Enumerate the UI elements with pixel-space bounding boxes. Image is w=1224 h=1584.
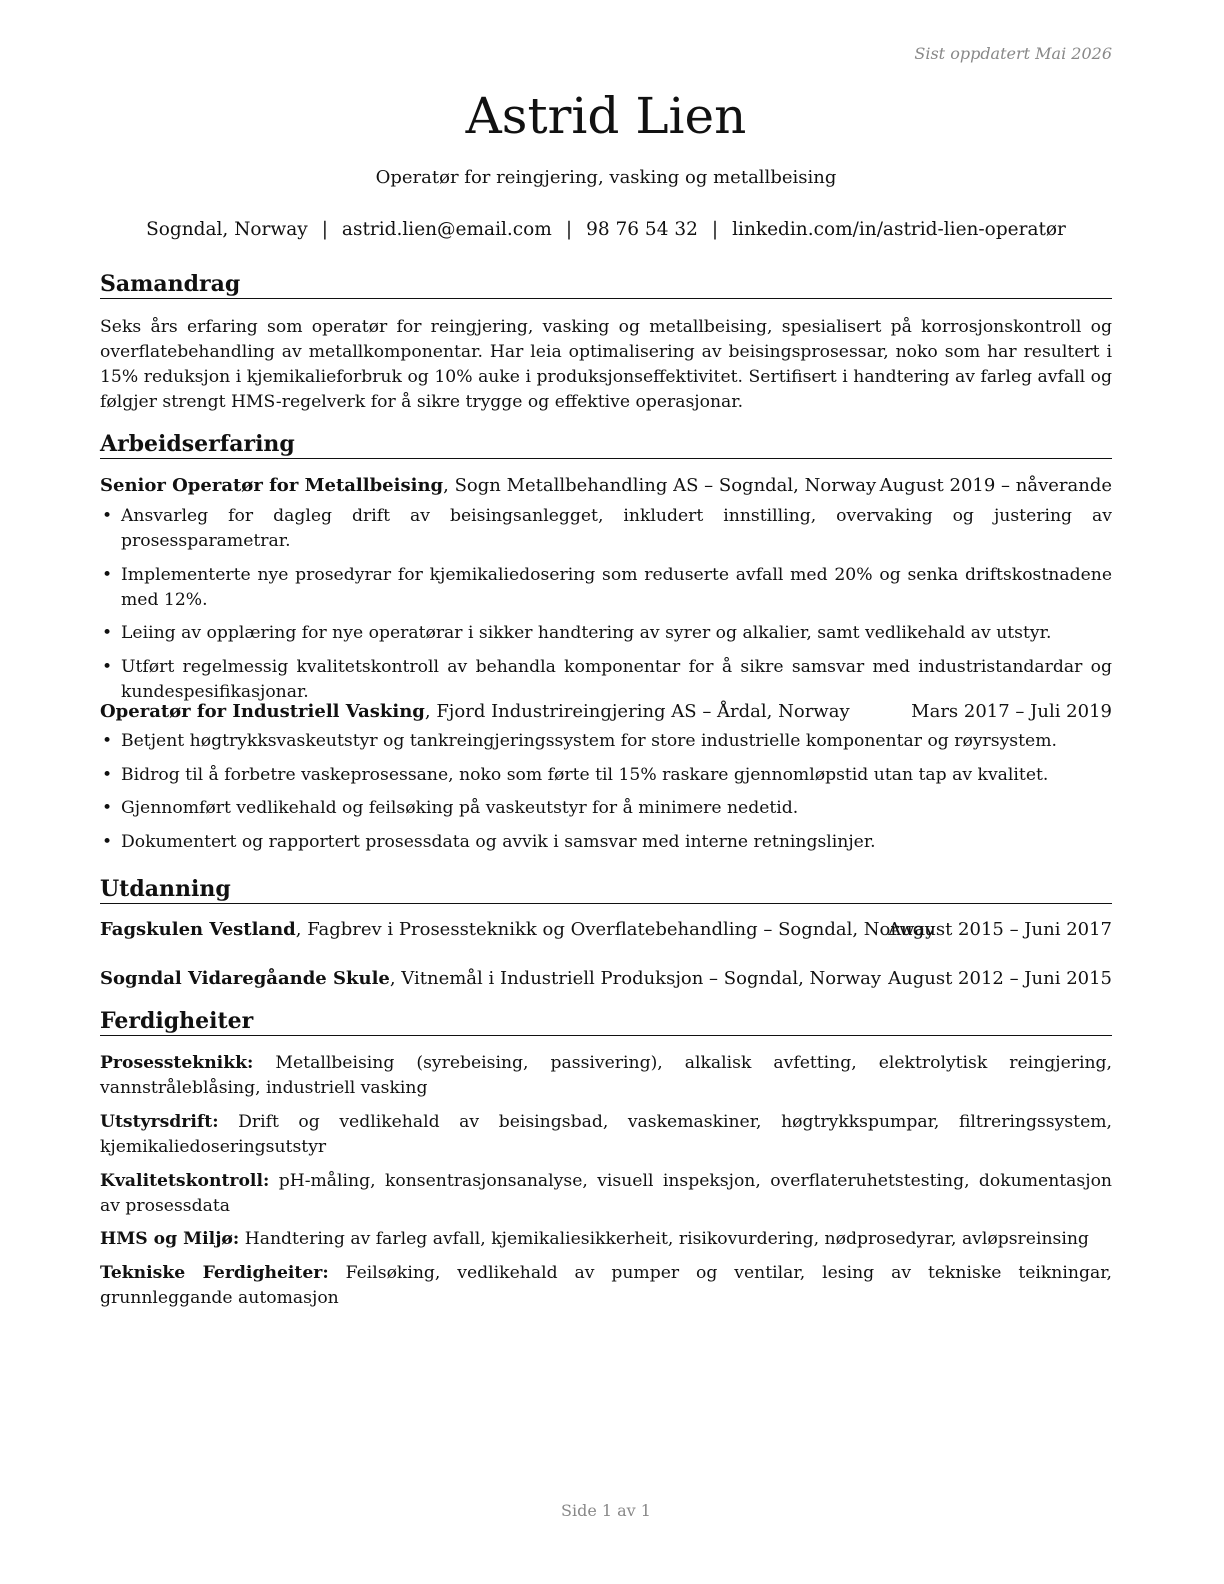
- contact-linkedin[interactable]: linkedin.com/in/astrid-lien-operatør: [732, 219, 1066, 240]
- contact-phone[interactable]: 98 76 54 32: [586, 219, 698, 240]
- skill-label: Utstyrsdrift:: [100, 1112, 219, 1132]
- contact-separator: |: [321, 219, 328, 240]
- skill-text: Feilsøking, vedlikehald av pumper og ventilar, lesing av tekniske teikningar, grunnleggande automasjon: [100, 1263, 1112, 1308]
- skill-item: [100, 1169, 1112, 1219]
- skill-item: [100, 1110, 1112, 1160]
- contact-location: Sogndal, Norway: [146, 219, 308, 240]
- skill-item: [100, 1227, 1112, 1252]
- job-bullet: • Implementerte nye prosedyrar for kjemikaliedosering som reduserte avfall med 20% og senka driftskostnadene med 12%.: [100, 563, 1112, 613]
- skill-item: [100, 1261, 1112, 1311]
- section-title-skills: Ferdigheiter: [100, 1008, 1112, 1036]
- contact-separator: |: [565, 219, 573, 240]
- summary-text: Seks års erfaring som operatør for reingjering, vasking og metallbeising, spesialisert på korrosjonskontroll og overflatebehandling av metallkomponentar. Har leia optimalisering av beisingsprosessar, noko som har resultert i 15% reduksjon i kjemikalieforbruk og 10% auke i produksjonseffektivitet. Sertifisert i handtering av farleg avfall og følgjer strengt HMS-regelverk for å sikre trygge og effektive operasjonar.: [100, 317, 1112, 412]
- last-updated: Sist oppdatert Mai 2026: [914, 44, 1112, 63]
- education-dates: August 2015 – Juni 2017: [888, 919, 1112, 940]
- section-title-experience: Arbeidserfaring: [100, 431, 1112, 459]
- job-bullet: • Dokumentert og rapportert prosessdata og avvik i samsvar med interne retningslinjer.: [100, 830, 1112, 855]
- candidate-name: Astrid Lien: [465, 87, 747, 145]
- education-row: [100, 918, 1112, 942]
- job-bullet: • Utført regelmessig kvalitetskontroll av behandla komponentar for å sikre samsvar med industristandardar og kundespesifikasjonar.: [100, 655, 1112, 705]
- job-header: [100, 700, 1112, 724]
- job-details: , Sogn Metallbehandling AS – Sogndal, Norway: [443, 475, 877, 496]
- section-title-education: Utdanning: [100, 876, 1112, 904]
- contact-email[interactable]: astrid.lien@email.com: [341, 219, 552, 240]
- resume-page: [100, 0, 1112, 1584]
- education-details: , Vitnemål i Industriell Produksjon – Sogndal, Norway: [389, 968, 882, 989]
- job-role: Operatør for Industriell Vasking: [100, 701, 425, 722]
- job-dates: Mars 2017 – Juli 2019: [911, 701, 1112, 722]
- education-details: , Fagbrev i Prosessteknikk og Overflatebehandling – Sogndal, Norway: [295, 919, 936, 940]
- education-dates: August 2012 – Juni 2015: [888, 968, 1112, 989]
- skill-text: pH-måling, konsentrasjonsanalyse, visuell inspeksjon, overflateruhetstesting, dokumentasjon av prosessdata: [100, 1171, 1112, 1216]
- job-bullet: • Betjent høgtrykksvaskeutstyr og tankreingjeringssystem for store industrielle komponentar og røyrsystem.: [100, 729, 1112, 754]
- skill-label: HMS og Miljø:: [100, 1229, 240, 1249]
- job-dates: August 2019 – nåverande: [879, 475, 1112, 496]
- job-bullets: [100, 729, 1112, 863]
- job-bullet: • Bidrog til å forbetre vaskeprosessane, noko som førte til 15% raskare gjennomløpstid utan tap av kvalitet.: [100, 763, 1112, 788]
- education-row: [100, 967, 1112, 991]
- contact-separator: |: [711, 219, 719, 240]
- job-bullets: [100, 504, 1112, 713]
- education-school: Sogndal Vidaregåande Skule: [100, 968, 390, 989]
- section-title-summary: Samandrag: [100, 271, 1112, 299]
- education-school: Fagskulen Vestland: [100, 919, 296, 940]
- job-bullet: • Gjennomført vedlikehald og feilsøking på vaskeutstyr for å minimere nedetid.: [100, 796, 1112, 821]
- skill-label: Tekniske Ferdigheiter:: [100, 1263, 329, 1283]
- job-header: [100, 474, 1112, 498]
- job-details: , Fjord Industrireingjering AS – Årdal, Norway: [424, 701, 850, 722]
- skill-text: Metallbeising (syrebeising, passivering), alkalisk avfetting, elektrolytisk reingjering, vannstråleblåsing, industriell vasking: [100, 1053, 1112, 1098]
- job-role: Senior Operatør for Metallbeising: [100, 475, 444, 496]
- skill-text: Handtering av farleg avfall, kjemikaliesikkerheit, risikovurdering, nødprosedyrar, avløpsreinsing: [239, 1229, 1089, 1249]
- candidate-headline: Operatør for reingjering, vasking og metallbeising: [375, 167, 837, 188]
- skill-text: Drift og vedlikehald av beisingsbad, vaskemaskiner, høgtrykkspumpar, filtreringssystem, kjemikaliedoseringsutstyr: [100, 1112, 1112, 1157]
- page-footer: Side 1 av 1: [561, 1501, 651, 1520]
- skill-item: [100, 1051, 1112, 1101]
- job-bullet: • Ansvarleg for dagleg drift av beisingsanlegget, inkludert innstilling, overvaking og justering av prosessparametrar.: [100, 504, 1112, 554]
- skill-label: Kvalitetskontroll:: [100, 1171, 270, 1191]
- job-bullet: • Leiing av opplæring for nye operatørar i sikker handtering av syrer og alkalier, samt vedlikehald av utstyr.: [100, 621, 1112, 646]
- contact-line: [100, 219, 1112, 240]
- skill-label: Prosessteknikk:: [100, 1053, 254, 1073]
